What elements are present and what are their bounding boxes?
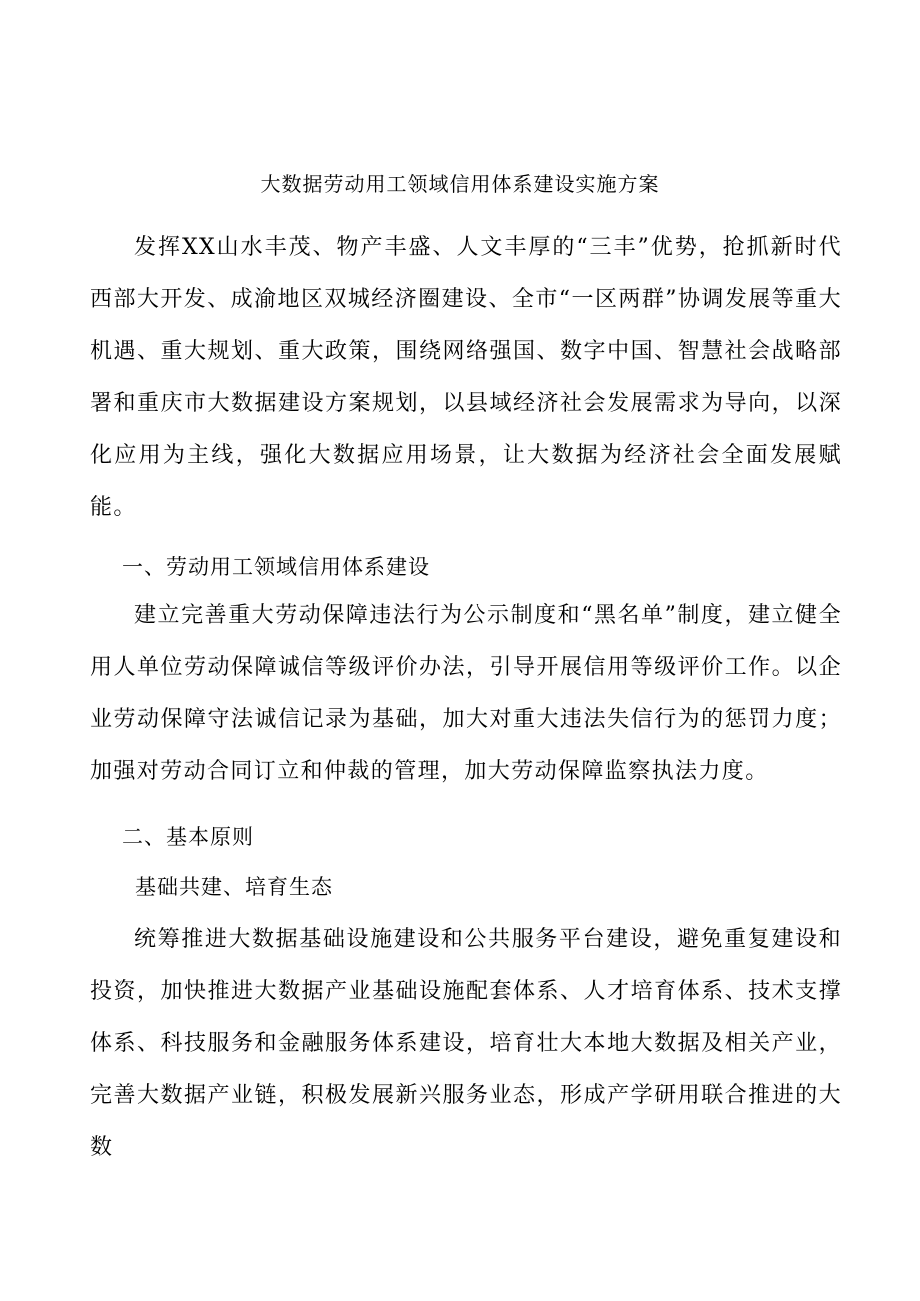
section-2-paragraph: 统筹推进大数据基础设施建设和公共服务平台建设，避免重复建设和投资，加快推进大数据产业基础设施配套体系、人才培育体系、技术支撑体系、科技服务和金融服务体系建设，培育壮大本地大数据及相关产业，完善大数据产业链，积极发展新兴服务业态，形成产学研用联合推进的大数: [90, 927, 842, 1160]
document-title: 大数据劳动用工领域信用体系建设实施方案: [260, 172, 660, 196]
subsection-heading: 基础共建、培育生态: [135, 875, 333, 899]
section-1-paragraph: 建立完善重大劳动保障违法行为公示制度和“黑名单”制度，建立健全用人单位劳动保障诚信等级评价办法，引导开展信用等级评价工作。以企业劳动保障守法诚信记录为基础，加大对重大违法失信行为的惩罚力度；加强对劳动合同订立和仲裁的管理，加大劳动保障监察执法力度。: [90, 603, 842, 784]
section-heading-1: 一、劳动用工领域信用体系建设: [122, 555, 430, 579]
section-heading-2: 二、基本原则: [122, 825, 254, 849]
intro-paragraph: 发挥XX山水丰茂、物产丰盛、人文丰厚的“三丰”优势，抢抓新时代西部大开发、成渝地区双城经济圈建设、全市“一区两群”协调发展等重大机遇、重大规划、重大政策，围绕网络强国、数字中国、智慧社会战略部署和重庆市大数据建设方案规划，以县域经济社会发展需求为导向，以深化应用为主线，强化大数据应用场景，让大数据为经济社会全面发展赋能。: [90, 235, 842, 520]
